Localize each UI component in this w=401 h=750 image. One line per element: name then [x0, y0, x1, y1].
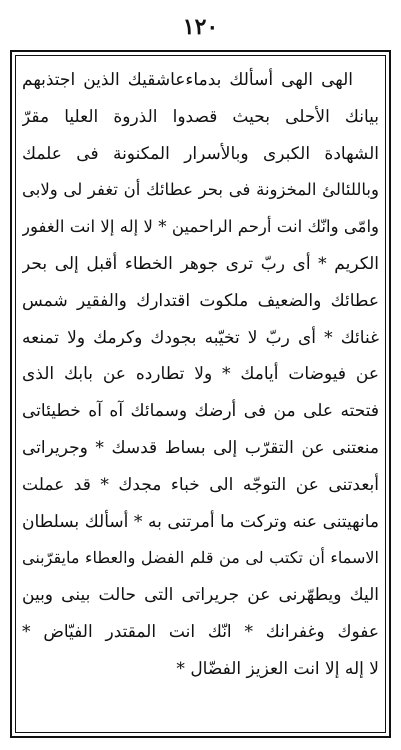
prayer-text-block — [22, 62, 379, 728]
text-line-6: الكريم * أى ربّ ترى جوهر الخطاء أقبل إلى بحر — [22, 253, 379, 274]
text-line-3: الشهادة الكبرى وبالأسرار المكنونة فى علمك — [22, 143, 379, 164]
text-line-4: وباللئالئ المخزونة فى بحر عطائك أن تغفر لى ولابى — [22, 180, 379, 200]
text-line-15: اليك ويطهّرنى عن جريراتى التى حالت بينى وبين — [22, 585, 379, 606]
text-line-9: عن فيوضات أيامك * ولا تطارده عن بابك الذى — [22, 364, 379, 385]
text-line-7: عطائك والضعيف ملكوت اقتدارك والفقير شمس — [22, 290, 379, 311]
text-line-13: مانهيتنى عنه وتركت ما أمرتنى به * أسألك بسلطان — [22, 511, 379, 532]
text-line-5: وامّى وانّك انت أرحم الراحمين * لا إله إلا انت الغفور — [22, 217, 379, 237]
text-line-17: لا إله إلا انت العزيز الفضّال * — [176, 658, 379, 679]
text-line-11: منعتنى عن التقرّب إلى بساط قدسك * وجريراتى — [22, 437, 379, 458]
text-line-2: بيانك الأحلى بحيث قصدوا الذروة العليا مقرّ — [22, 106, 379, 127]
page-number: ١٢٠ — [182, 14, 219, 40]
text-line-12: أبعدتنى عن التوجّه الى خباء مجدك * قد عملت — [22, 474, 379, 495]
text-line-1: الهى الهى أسألك بدماءعاشقيك الذين اجتذبهم — [22, 70, 353, 90]
text-line-16: عفوك وغفرانك * انّك انت المقتدر الفيّاض * — [22, 621, 379, 642]
text-line-14: الاسماء أن تكتب لى من قلم الفضل والعطاء مايقرّبنى — [22, 548, 379, 568]
text-line-10: فتحته على من فى أرضك وسمائك آه آه خطيئاتى — [22, 401, 379, 422]
text-line-8: غنائك * أى ربّ لا تخيّبه بجودك وكرمك ولا تمنعه — [22, 327, 379, 348]
